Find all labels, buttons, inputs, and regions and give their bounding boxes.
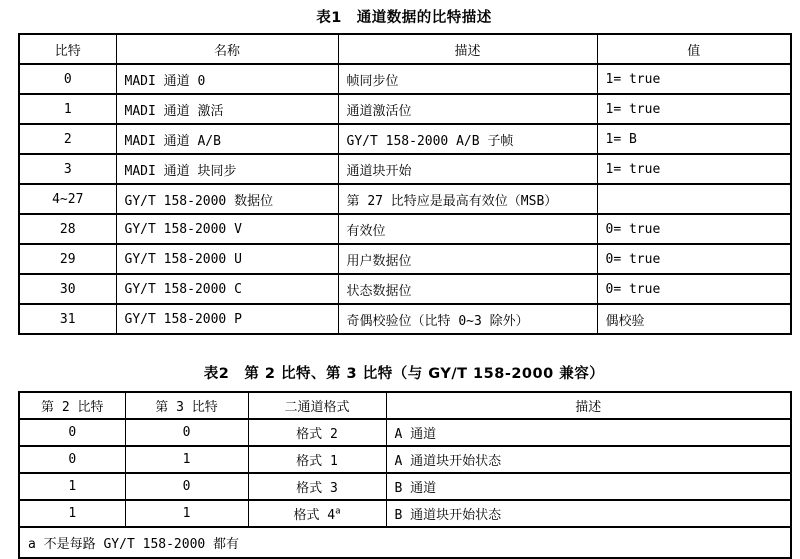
cell: 0: [19, 446, 125, 473]
table-row: [19, 124, 791, 154]
table2-header-row: [19, 392, 791, 419]
cell: 4~27: [19, 184, 116, 214]
table2-title: 表2 第 2 比特、第 3 比特（与 GY/T 158-2000 兼容）: [203, 366, 605, 382]
cell: 0= true: [597, 244, 791, 274]
table-row: [19, 244, 791, 274]
cell: MADI 通道 激活: [116, 94, 338, 124]
table-row: [19, 500, 791, 527]
table2: [18, 391, 792, 559]
cell: 第 27 比特应是最高有效位（MSB）: [338, 184, 597, 214]
header-cell: 比特: [19, 34, 116, 64]
cell: 偶校验: [597, 304, 791, 334]
cell: 0= true: [597, 274, 791, 304]
cell: 1= true: [597, 154, 791, 184]
cell: 用户数据位: [338, 244, 597, 274]
table1-body: [19, 64, 791, 334]
header-cell: 第 3 比特: [125, 392, 248, 419]
cell: B 通道: [386, 473, 791, 500]
cell: A 通道: [386, 419, 791, 446]
cell: 29: [19, 244, 116, 274]
table-row: [19, 274, 791, 304]
table-row: [19, 64, 791, 94]
cell: 格式 4$^a$: [248, 500, 386, 527]
table2-footnote-row: [19, 527, 791, 558]
cell: GY/T 158-2000 A/B 子帧: [338, 124, 597, 154]
table2-footnote: a 不是每路 GY/T 158-2000 都有: [19, 527, 791, 558]
table-row: [19, 473, 791, 500]
cell: 状态数据位: [338, 274, 597, 304]
table-row: [19, 304, 791, 334]
cell: A 通道块开始状态: [386, 446, 791, 473]
cell: 0: [19, 419, 125, 446]
cell: B 通道块开始状态: [386, 500, 791, 527]
cell: 1: [125, 500, 248, 527]
table1-header-row: [19, 34, 791, 64]
cell: 1: [19, 500, 125, 527]
table-row: [19, 184, 791, 214]
table1: [18, 33, 792, 335]
table-row: [19, 94, 791, 124]
cell: 1: [19, 94, 116, 124]
cell: 奇偶校验位（比特 0~3 除外）: [338, 304, 597, 334]
cell: 0= true: [597, 214, 791, 244]
cell: 2: [19, 124, 116, 154]
cell: 1= true: [597, 94, 791, 124]
header-cell: 名称: [116, 34, 338, 64]
cell: MADI 通道 块同步: [116, 154, 338, 184]
cell: GY/T 158-2000 数据位: [116, 184, 338, 214]
table-row: [19, 154, 791, 184]
cell: GY/T 158-2000 P: [116, 304, 338, 334]
cell: 3: [19, 154, 116, 184]
cell: 0: [125, 473, 248, 500]
cell: 30: [19, 274, 116, 304]
cell: MADI 通道 0: [116, 64, 338, 94]
cell: 1: [19, 473, 125, 500]
table-row: [19, 419, 791, 446]
cell: MADI 通道 A/B: [116, 124, 338, 154]
cell: 格式 2: [248, 419, 386, 446]
cell: GY/T 158-2000 C: [116, 274, 338, 304]
cell: 通道激活位: [338, 94, 597, 124]
cell: 通道块开始: [338, 154, 597, 184]
header-cell: 二通道格式: [248, 392, 386, 419]
table-row: [19, 446, 791, 473]
header-cell: 描述: [386, 392, 791, 419]
cell: GY/T 158-2000 U: [116, 244, 338, 274]
cell: 1: [125, 446, 248, 473]
cell: 1= B: [597, 124, 791, 154]
cell: [597, 184, 791, 214]
cell: 格式 1: [248, 446, 386, 473]
header-cell: 值: [597, 34, 791, 64]
cell: 28: [19, 214, 116, 244]
header-cell: 第 2 比特: [19, 392, 125, 419]
cell: 0: [19, 64, 116, 94]
cell: 有效位: [338, 214, 597, 244]
superscript-note-mark: a: [335, 506, 341, 517]
cell: 格式 3: [248, 473, 386, 500]
table1-title: 表1 通道数据的比特描述: [316, 10, 492, 26]
cell: 31: [19, 304, 116, 334]
header-cell: 描述: [338, 34, 597, 64]
cell: 0: [125, 419, 248, 446]
cell: 帧同步位: [338, 64, 597, 94]
table2-body: [19, 419, 791, 527]
cell: 1= true: [597, 64, 791, 94]
table-row: [19, 214, 791, 244]
cell: GY/T 158-2000 V: [116, 214, 338, 244]
